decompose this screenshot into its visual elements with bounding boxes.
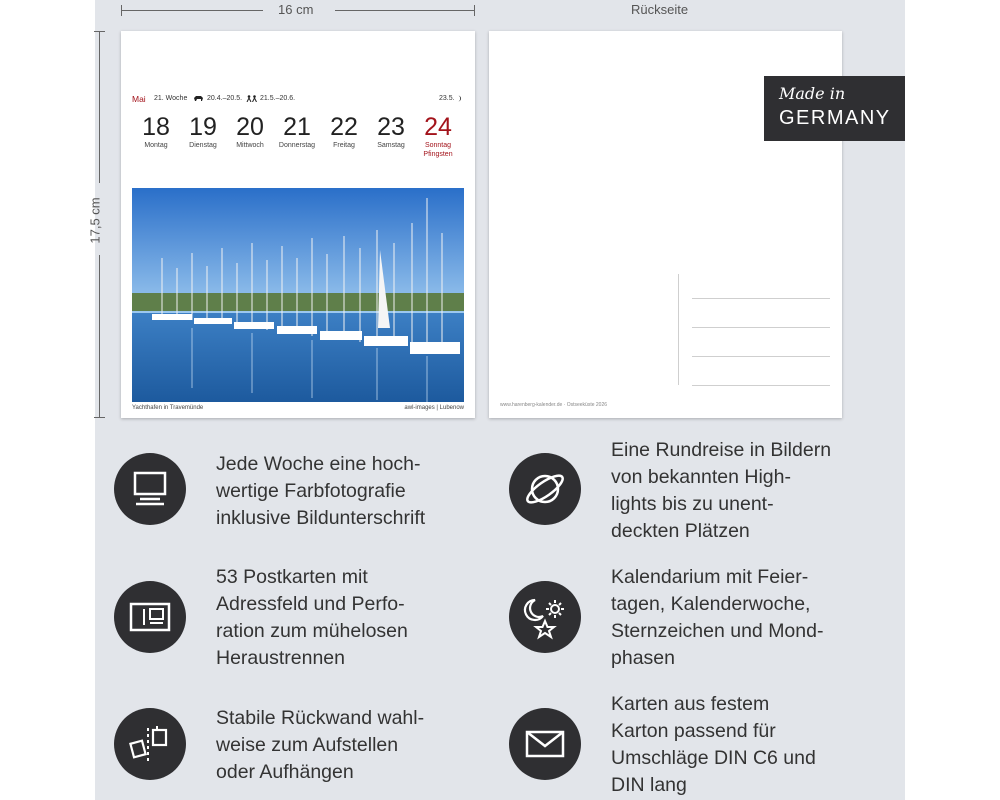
day-name: Samstag — [377, 142, 405, 149]
holiday-name: Pfingsten — [423, 151, 453, 158]
feature-text-calendarium — [611, 564, 823, 672]
day-sunday — [416, 113, 460, 159]
feature-text-postcards — [216, 564, 408, 672]
back-side-label: Rückseite — [631, 2, 689, 17]
feature-line: Karton passend für — [611, 720, 776, 742]
month-label: Mai — [132, 94, 146, 104]
day-name: Sonntag — [424, 142, 452, 149]
feature-line: Umschläge DIN C6 und — [611, 747, 816, 769]
feature-line: Stabile Rückwand wahl- — [216, 707, 425, 729]
feature-line: tagen, Kalenderwoche, — [611, 593, 811, 615]
feature-line: DIN lang — [611, 774, 687, 796]
day-tuesday — [181, 113, 225, 150]
day-wednesday — [228, 113, 272, 150]
day-name: Dienstag — [189, 142, 217, 149]
day-name: Mittwoch — [236, 142, 264, 149]
back-footer: www.harenberg-kalender.de · Ostseeküste 2026 — [500, 402, 608, 408]
day-number: 22 — [330, 113, 358, 141]
address-line — [692, 356, 830, 357]
day-row — [132, 113, 462, 163]
day-number: 23 — [377, 113, 405, 141]
feature-line: deckten Plätzen — [611, 520, 750, 542]
feature-line: ration zum mühelosen — [216, 620, 408, 642]
day-monday — [134, 113, 178, 150]
address-line — [692, 298, 830, 299]
day-number: 21 — [283, 113, 311, 141]
day-thursday — [275, 113, 319, 150]
day-name: Freitag — [333, 142, 355, 149]
feature-line: wertige Farbfotografie — [216, 480, 406, 502]
feature-text-stand — [216, 705, 424, 786]
photo-credit: awl-images | Lubenow — [404, 405, 464, 411]
globe-icon — [509, 453, 581, 525]
day-number: 20 — [236, 113, 264, 141]
feature-line: weise zum Aufstellen — [216, 734, 399, 756]
feature-line: Heraustrennen — [216, 647, 345, 669]
stand-icon — [114, 708, 186, 780]
day-number: 19 — [189, 113, 217, 141]
dim-line-top — [99, 31, 100, 183]
postcard-icon — [114, 581, 186, 653]
badge-country: GERMANY — [779, 107, 891, 129]
feature-line: 53 Postkarten mit — [216, 566, 368, 588]
feature-line: inklusive Bildunterschrift — [216, 507, 426, 529]
day-saturday — [369, 113, 413, 150]
feature-line: Eine Rundreise in Bildern — [611, 439, 832, 461]
day-friday — [322, 113, 366, 150]
moon-sun-star-icon — [509, 581, 581, 653]
taurus-icon — [193, 95, 204, 104]
calendar-front-card — [121, 31, 475, 418]
feature-line: Jede Woche eine hoch- — [216, 453, 421, 475]
width-label: 16 cm — [278, 2, 314, 17]
moon-date: 23.5. — [439, 95, 455, 102]
day-name: Donnerstag — [278, 142, 316, 149]
feature-line: phasen — [611, 647, 675, 669]
dim-line-left — [121, 10, 263, 11]
zodiac-range-1: 20.4.–20.5. — [207, 95, 243, 102]
dim-tick-bottom — [94, 417, 105, 418]
day-number: 18 — [142, 113, 170, 141]
address-line — [692, 327, 830, 328]
week-label: 21. Woche — [154, 95, 188, 102]
feature-line: Sternzeichen und Mond- — [611, 620, 824, 642]
feature-text-photo — [216, 451, 425, 532]
day-name: Montag — [144, 142, 168, 149]
feature-text-cardboard — [611, 691, 816, 799]
feature-line: Kalendarium mit Feier- — [611, 566, 809, 588]
feature-text-tour — [611, 437, 831, 545]
day-number: 24 — [424, 113, 452, 141]
gemini-icon — [246, 95, 258, 104]
harbor-photo — [132, 188, 464, 402]
envelope-icon — [509, 708, 581, 780]
address-line — [692, 385, 830, 386]
calendar-header — [132, 95, 462, 107]
feature-line: lights bis zu unent- — [611, 493, 774, 515]
feature-line: von bekannten High- — [611, 466, 791, 488]
feature-line: Adressfeld und Perfo- — [216, 593, 405, 615]
feature-line: oder Aufhängen — [216, 761, 354, 783]
height-label: 17,5 cm — [87, 197, 103, 244]
divider-line — [678, 274, 679, 385]
feature-line: Karten aus festem — [611, 693, 770, 715]
badge-script: Made in — [779, 84, 846, 103]
dim-line-bottom — [99, 255, 100, 418]
photo-caption: Yachthafen in Travemünde — [132, 405, 204, 411]
zodiac-range-2: 21.5.–20.6. — [260, 95, 296, 102]
dim-line-right — [335, 10, 475, 11]
monitor-icon — [114, 453, 186, 525]
dim-tick-right — [474, 5, 475, 16]
made-in-germany-badge — [764, 76, 905, 141]
moon-phase-icon — [456, 95, 463, 104]
